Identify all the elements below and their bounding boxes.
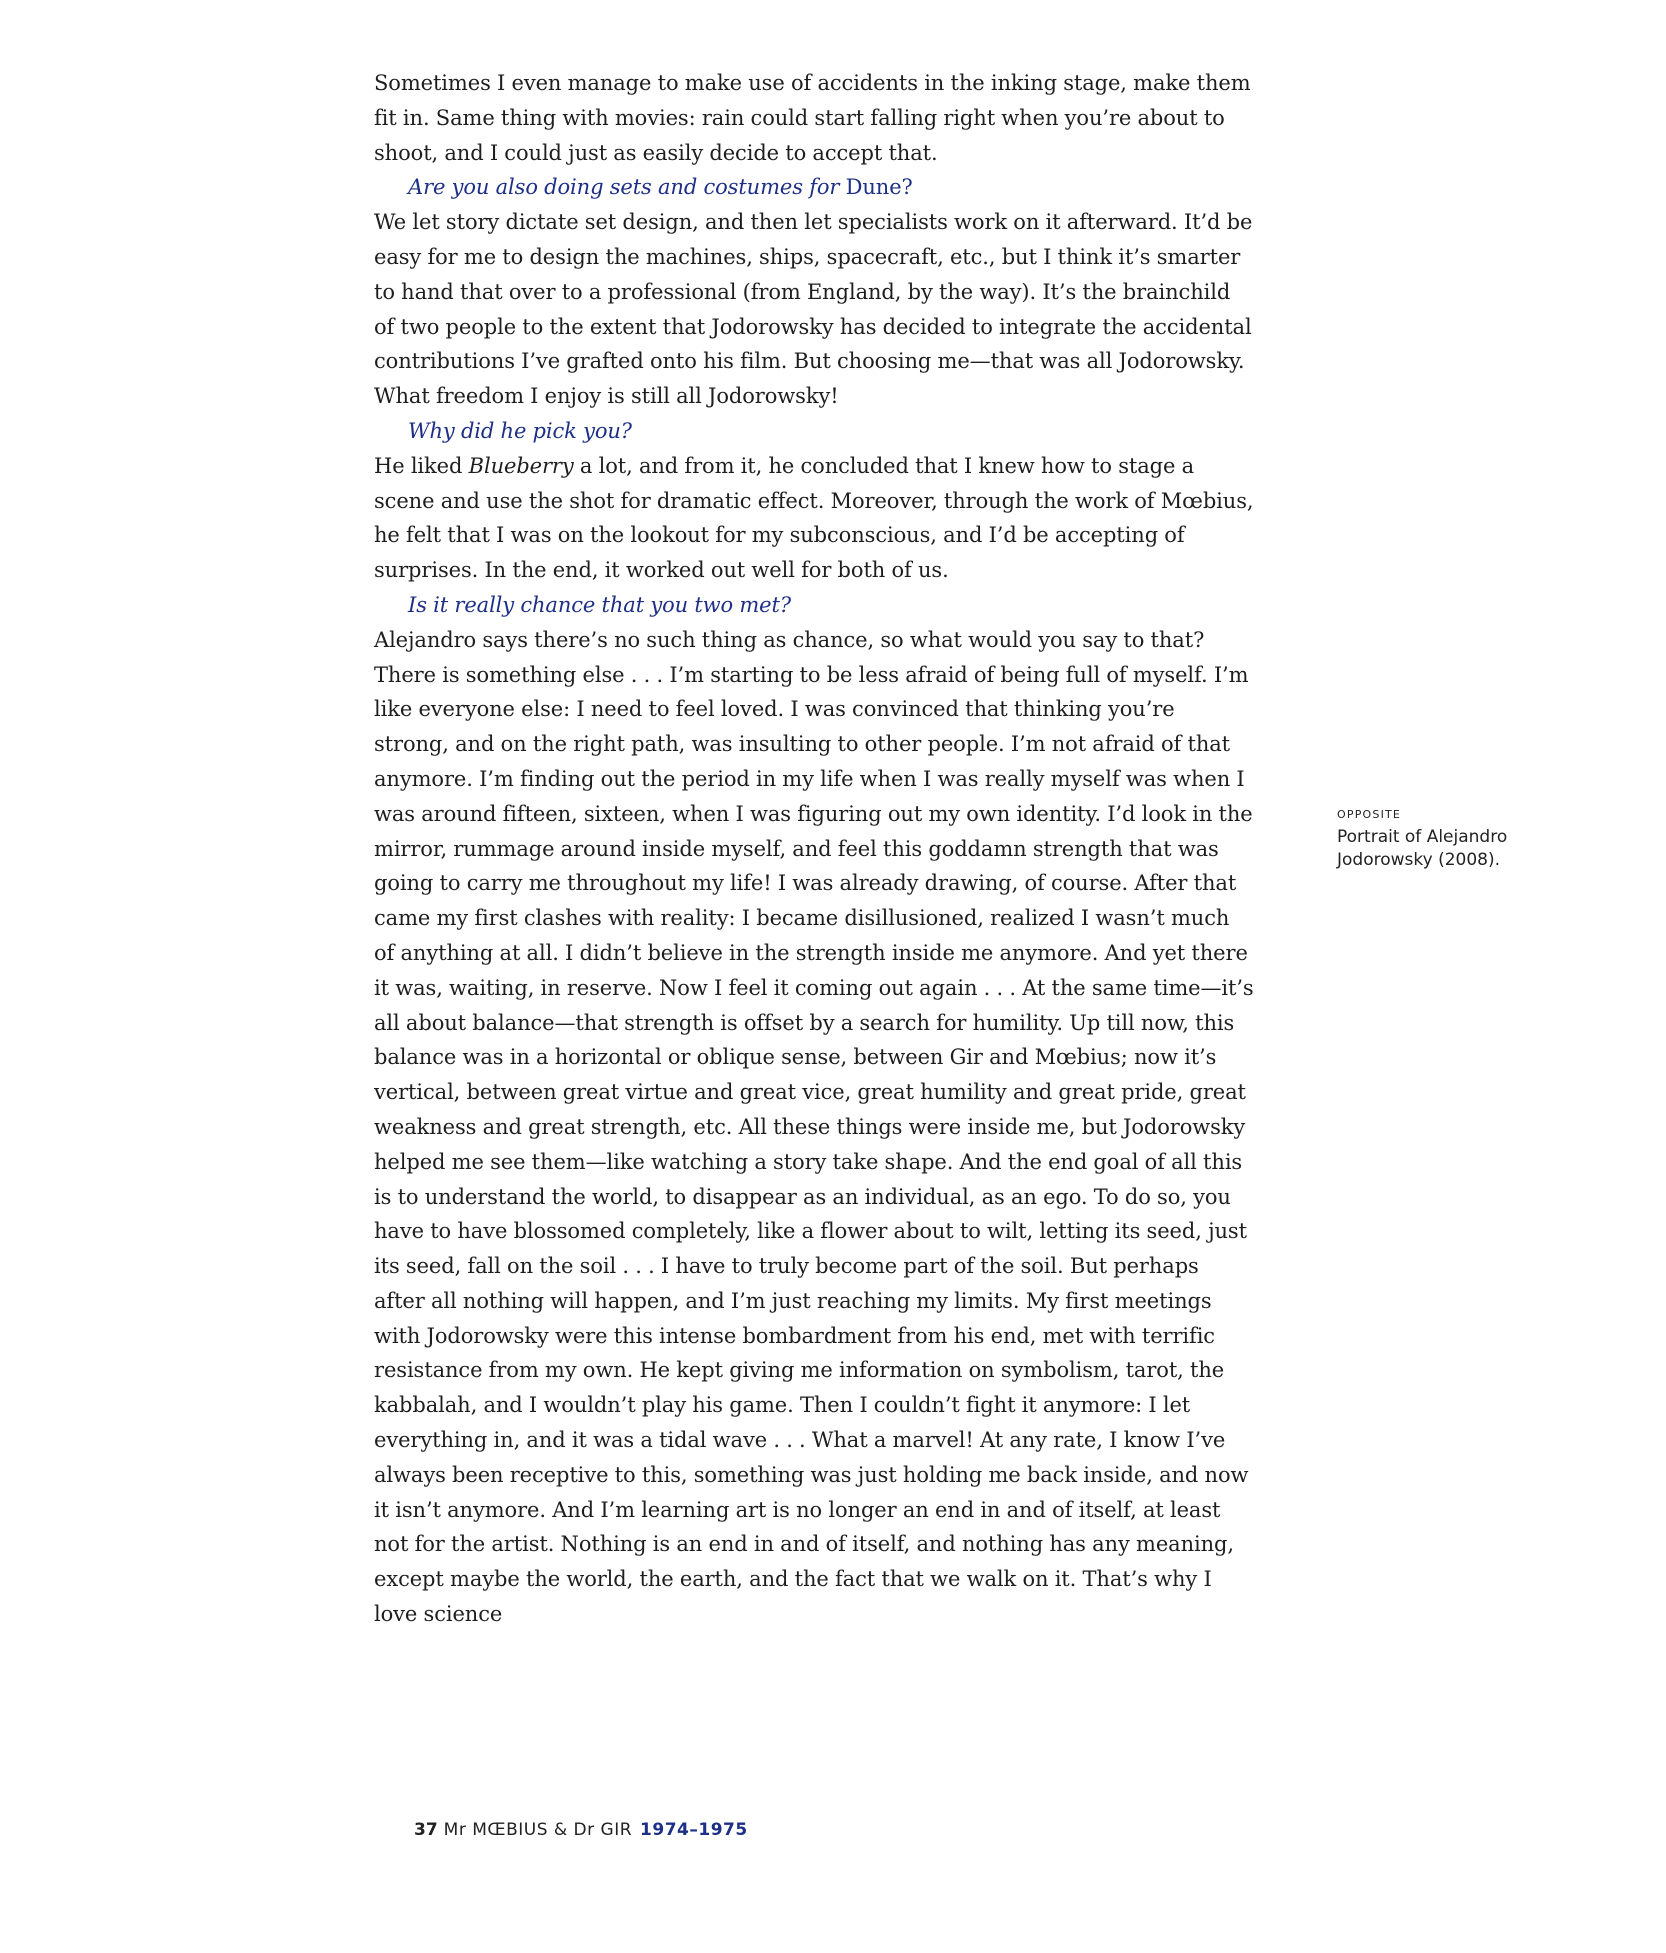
question-why-pick: Why did he pick you? [408,418,632,443]
paragraph-alejandro: Alejandro says there’s no such thing as chance, so what would you say to that? There is something else . . . I’m starting to be less afraid of being full of myself. I’m like everyone else: I need to feel loved. I was convinced that thinking you’re strong, and on the right path, was insulting to other people. I’m not afraid of that anymore. I’m finding out the period in my life when I was really myself was when I was around fifteen, sixteen, when I was figuring out my own identity. I’d look in the mirror, rummage around inside myself, and feel this goddamn strength that was going to carry me throughout my life! I was already drawing, of course. After that came my first clashes with reality: I became disillusioned, realized I wasn’t much of anything at all. I didn’t believe in the strength inside me anymore. And yet there it was, waiting, in reserve. Now I feel it coming out again . . . At the same time—it’s all about balance—that strength is offset by a search for humility. Up till now, this balance was in a horizontal or oblique sense, between Gir and Mœbius; now it’s vertical, between great virtue and great vice, great humility and great pride, great weakness and great strength, etc. All these things were inside me, but Jodorowsky helped me see them—like watching a story take shape. And the end goal of all this is to understand the world, to disappear as an individual, as an ego. To do so, you have to have blossomed completely, like a flower about to wilt, letting its seed, just its seed, fall on the soil . . . I have to truly become part of the soil. But perhaps after all nothing will happen, and I’m just reaching my limits. My first meetings with Jodorowsky were this intense bombardment from his end, met with terrific resistance from my own. He kept giving me information on symbolism, tarot, the kabbalah, and I wouldn’t play his game. Then I couldn’t fight it anymore: I let everything in, and it was a tidal wave . . . What a marvel! At any rate, I know I’ve always been receptive to this, something was just holding me back inside, and now it isn’t anymore. And I’m learning art is no longer an end in and of itself, at least not for the artist. Nothing is an end in and of itself, and nothing has any meaning, except maybe the world, the earth, and the fact that we walk on it. That’s why I love science [374,627,1254,1627]
question-chance: Is it really chance that you two met? [408,592,792,617]
question-sets-costumes [374,170,1254,205]
body-text [374,66,1254,1632]
paragraph-blueberry [374,449,1254,588]
film-title-dune: Dune? [845,175,913,200]
title-blueberry: Blueberry [468,453,574,478]
paragraph-text-end: a lot, and from it, he concluded that I knew how to stage a scene and use the shot for dramatic effect. Moreover, through the work of Mœbius, he felt that I was on the lookout for my subconscious, and I’d be accepting of surprises. In the end, it worked out well for both of us. [374,453,1254,583]
page-number: 37 [414,1820,438,1840]
page-footer [414,1820,748,1840]
caption-text: Portrait of Alejandro Jodorowsky (2008). [1337,827,1508,870]
paragraph-set-design: We let story dictate set design, and then let specialists work on it afterward. It’d be easy for me to design the machines, ships, spacecraft, etc., but I think it’s smarter to hand that over to a professional (from England, by the way). It’s the brainchild of two people to the extent that Jodorowsky has decided to integrate the accidental contributions I’ve grafted onto his film. But choosing me—that was all Jodorowsky. What freedom I enjoy is still all Jodorowsky! [374,210,1253,409]
chapter-years: 1974–1975 [640,1820,748,1840]
image-caption [1337,806,1527,872]
caption-label: OPPOSITE [1337,808,1402,821]
paragraph-text-start: He liked [374,453,469,478]
question-text: Are you also doing sets and costumes for [408,175,846,200]
book-title: Mr MŒBIUS & Dr GIR [443,1820,633,1840]
paragraph-accidents: Sometimes I even manage to make use of accidents in the inking stage, make them fit in. Same thing with movies: rain could start falling right when you’re about to shoot, and I could just as easily decide to accept that. [374,71,1251,165]
